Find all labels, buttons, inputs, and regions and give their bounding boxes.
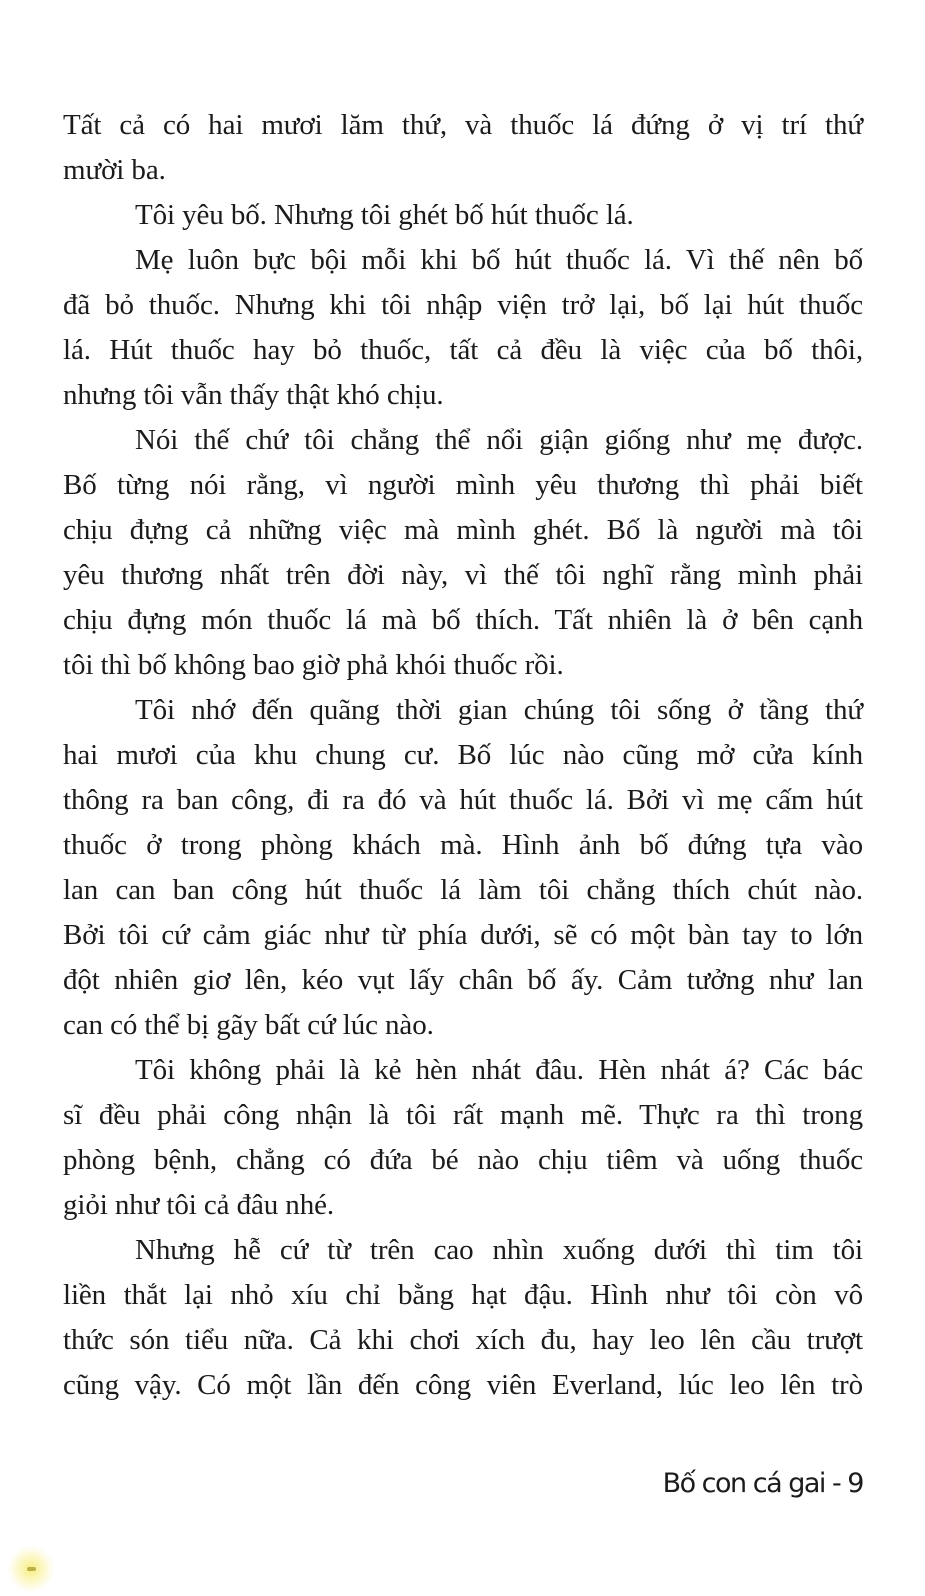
text-line: Mẹ luôn bực bội mỗi khi bố hút thuốc lá. Vì thế nên bố [135, 244, 863, 276]
text-line: thuốc ở trong phòng khách mà. Hình ảnh bố đứng tựa vào [63, 829, 863, 861]
text-line: lá. Hút thuốc hay bỏ thuốc, tất cả đều là việc của bố thôi, [63, 334, 863, 366]
text-line: lan can ban công hút thuốc lá làm tôi chẳng thích chút nào. [63, 874, 863, 906]
text-line: Nói thế chứ tôi chẳng thể nổi giận giống như mẹ được. [135, 424, 863, 456]
text-line: cũng vậy. Có một lần đến công viên Everland, lúc leo lên trò [63, 1369, 863, 1401]
running-title-and-page-number: Bố con cá gai - 9 [662, 1468, 863, 1499]
text-line: tôi thì bố không bao giờ phả khói thuốc rồi. [63, 649, 564, 681]
text-line: Nhưng hễ cứ từ trên cao nhìn xuống dưới thì tim tôi [135, 1234, 863, 1266]
text-line: Tôi yêu bố. Nhưng tôi ghét bố hút thuốc lá. [135, 199, 634, 231]
text-line: can có thể bị gãy bất cứ lúc nào. [63, 1009, 434, 1041]
text-line: đã bỏ thuốc. Nhưng khi tôi nhập viện trở lại, bố lại hút thuốc [63, 289, 863, 321]
text-line: chịu đựng cả những việc mà mình ghét. Bố là người mà tôi [63, 514, 863, 546]
text-line: liền thắt lại nhỏ xíu chỉ bằng hạt đậu. Hình như tôi còn vô [63, 1279, 863, 1311]
text-line: Tất cả có hai mươi lăm thứ, và thuốc lá đứng ở vị trí thứ [63, 109, 863, 141]
scan-artifact-speck [27, 1567, 36, 1571]
text-line: sĩ đều phải công nhận là tôi rất mạnh mẽ. Thực ra thì trong [63, 1099, 863, 1131]
text-line: giỏi như tôi cả đâu nhé. [63, 1189, 335, 1221]
text-line: chịu đựng món thuốc lá mà bố thích. Tất nhiên là ở bên cạnh [63, 604, 863, 636]
text-line: mười ba. [63, 154, 166, 186]
text-line: Tôi nhớ đến quãng thời gian chúng tôi sống ở tầng thứ [135, 694, 863, 726]
scan-artifact-yellow-spot [8, 1546, 54, 1592]
text-line: nhưng tôi vẫn thấy thật khó chịu. [63, 379, 444, 411]
paragraph [63, 193, 863, 238]
text-line: đột nhiên giơ lên, kéo vụt lấy chân bố ấy. Cảm tưởng như lan [63, 964, 863, 996]
paragraph [63, 1228, 863, 1408]
text-line: yêu thương nhất trên đời này, vì thế tôi nghĩ rằng mình phải [63, 559, 863, 591]
text-line: Bởi tôi cứ cảm giác như từ phía dưới, sẽ có một bàn tay to lớn [63, 919, 863, 951]
paragraph [63, 238, 863, 418]
text-line: thông ra ban công, đi ra đó và hút thuốc lá. Bởi vì mẹ cấm hút [63, 784, 863, 816]
paragraph [63, 418, 863, 688]
page-footer [63, 1468, 863, 1499]
body-text [63, 103, 863, 1408]
text-line: thức són tiểu nữa. Cả khi chơi xích đu, hay leo lên cầu trượt [63, 1324, 863, 1356]
text-line: Bố từng nói rằng, vì người mình yêu thương thì phải biết [63, 469, 863, 501]
text-line: phòng bệnh, chẳng có đứa bé nào chịu tiêm và uống thuốc [63, 1144, 863, 1176]
paragraph [63, 688, 863, 1048]
paragraph [63, 103, 863, 193]
paragraph [63, 1048, 863, 1228]
text-line: hai mươi của khu chung cư. Bố lúc nào cũng mở cửa kính [63, 739, 863, 771]
text-line: Tôi không phải là kẻ hèn nhát đâu. Hèn nhát á? Các bác [135, 1054, 863, 1086]
